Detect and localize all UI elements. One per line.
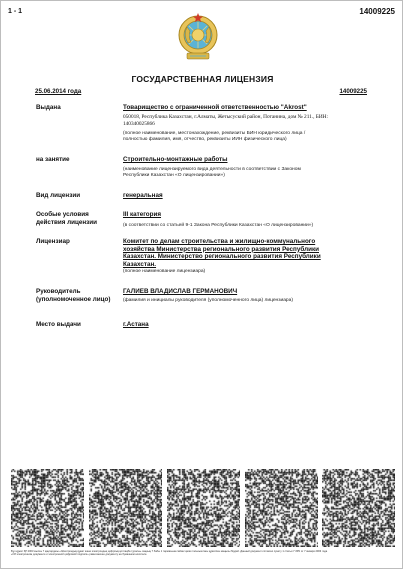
licensor-value-line1: Комитет по делам строительства и жилищно-коммунального [123, 238, 316, 245]
place-label: Место выдачи [36, 321, 81, 328]
issued-to-address-line1: 050018, Республика Казахстан, г.Алматы, Жетысуский район, Потанина, дом № 211., БИН: [123, 114, 328, 120]
qr-code-strip [11, 469, 395, 547]
qr-code-icon [322, 469, 395, 547]
head-label-line1: Руководитель [36, 288, 81, 295]
qr-code-icon [89, 469, 162, 547]
issued-to-note-line1: (полное наименование, местонахождение, реквизиты БИН юридического лица / [123, 131, 306, 136]
kazakhstan-state-emblem-icon [177, 13, 219, 61]
special-conditions-value: III категория [123, 211, 162, 218]
page-number: 1 - 1 [8, 8, 23, 15]
license-type-label: Вид лицензии [36, 192, 81, 199]
activity-value: Строительно-монтажные работы [123, 156, 228, 163]
license-type-value: генеральная [123, 192, 163, 199]
legal-footer-line1: Бұл құжат ҚР 2003 жылғы 7 қаңтардағы «Электрондық құжат және электрондық цифрлық қолтаңба туралы» заңның 7 бабы 1 тармағына сәйкес қағаз тасығыштағы құжатпен маңызы бірдей. Данный документ согласно пункту 1 статьи 7 ЗРК от 7 января 2003 года [11, 550, 328, 553]
licensor-value-line3: Казахстан. Министерство регионального развития Республики [123, 253, 321, 260]
activity-label: на занятие [36, 156, 70, 163]
activity-note-line2: Республики Казахстан «О лицензировании») [123, 173, 225, 178]
activity-note-line1: (наименование лицензируемого вида деятельности в соответствии с Законом [123, 167, 301, 172]
special-conditions-label-line2: действия лицензии [36, 219, 98, 226]
qr-code-icon [11, 469, 84, 547]
document-number: 14009225 [359, 7, 395, 16]
issued-to-value: Товарищество с ограниченной ответственностью "Akrost" [123, 104, 307, 111]
qr-code-icon [167, 469, 240, 547]
head-note: (фамилия и инициалы руководителя (уполномоченного лица) лицензиара) [123, 298, 294, 303]
licensor-value-line4: Казахстан. [123, 260, 157, 268]
special-conditions-label-line1: Особые условия [36, 211, 89, 218]
license-number: 14009225 [339, 88, 367, 95]
licensor-note: (полное наименование лицензиара) [123, 269, 206, 274]
head-label-line2: (уполномоченное лицо) [36, 296, 111, 303]
issue-date: 25.06.2014 года [35, 88, 82, 95]
licensor-label: Лицензиар [36, 238, 70, 245]
place-value: г.Астана [123, 321, 149, 328]
licensor-value-line2: хозяйства Министерства регионального развития Республики [123, 245, 319, 253]
qr-code-icon [245, 469, 318, 547]
issued-to-label: Выдана [36, 104, 61, 111]
legal-footer [11, 550, 395, 560]
head-value: ГАЛИЕВ ВЛАДИСЛАВ ГЕРМАНОВИЧ [123, 288, 238, 295]
special-conditions-note: (в соответствии со статьей 9-1 Закона Республики Казахстан «О лицензировании») [123, 223, 314, 228]
document-title: ГОСУДАРСТВЕННАЯ ЛИЦЕНЗИЯ [131, 74, 274, 84]
legal-footer-line2: «Об электронном документе и электронной цифровой подписи» равнозначен документу на бумажном носителе. [11, 553, 148, 557]
issued-to-address-line2: 140340025866 [123, 121, 155, 127]
issued-to-note-line2: полностью фамилия, имя, отчество, реквизиты ИИН физического лица) [123, 137, 287, 142]
